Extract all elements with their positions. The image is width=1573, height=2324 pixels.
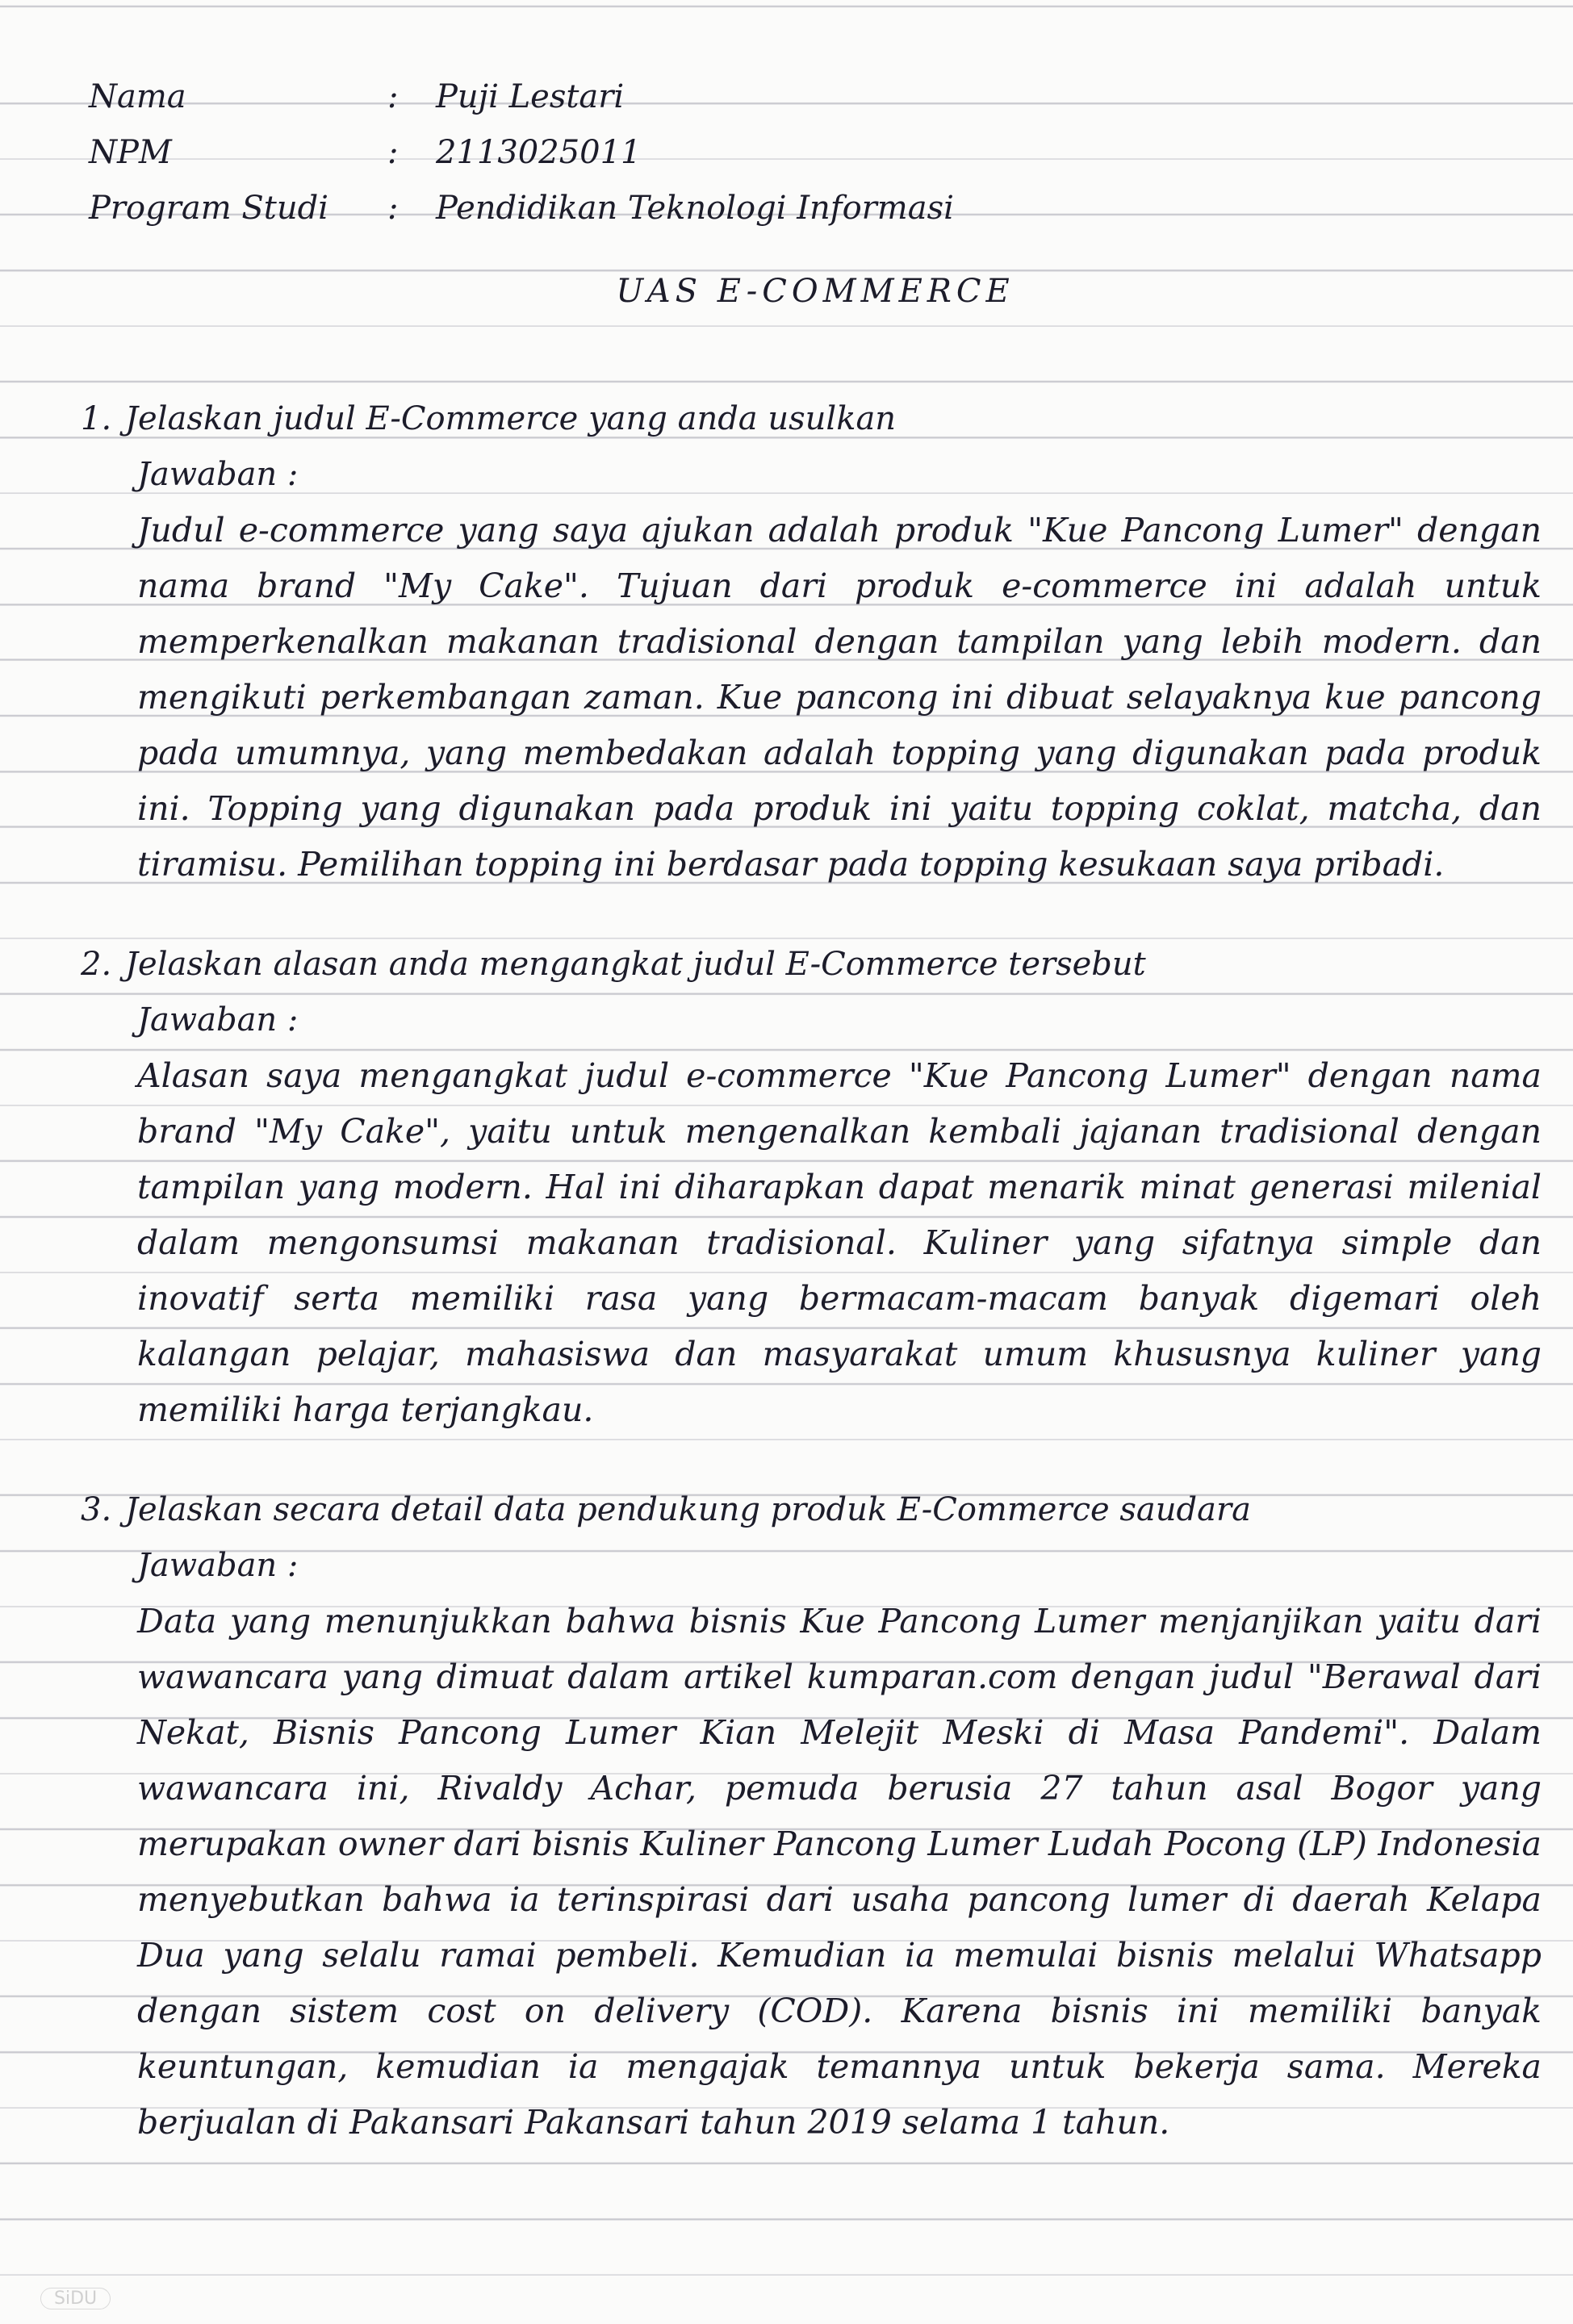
info-value: Pendidikan Teknologi Informasi [436, 189, 954, 227]
question-text [81, 1482, 1550, 1538]
answer-paragraph: Alasan saya mengangkat judul e-commerce "Kue Pancong Lumer" dengan nama brand "My Cake", yaitu untuk mengenalkan kembali jajanan tradisional dengan tampilan yang modern. Hal ini diharapkan dapat menarik minat generasi milenial dalam mengonsumsi makanan tradisional. Kuliner yang sifatnya simple dan inovatif serta memiliki rasa yang bermacam-macam banyak digemari oleh kalangan pelajar, mahasiswa dan masyarakat umum khususnya kuliner yang memiliki harga terjangkau. [137, 1056, 1542, 1429]
info-row-program [81, 180, 1550, 236]
question-body: Jelaskan secara detail data pendukung produk E-Commerce saudara [125, 1491, 1251, 1528]
answer-label: Jawaban : [137, 1547, 299, 1584]
student-info [81, 69, 1550, 236]
question-body: Jelaskan alasan anda mengangkat judul E-Commerce tersebut [125, 946, 1146, 983]
info-row-npm [81, 124, 1550, 180]
info-label: NPM [89, 133, 172, 171]
page-content [81, 69, 1550, 2151]
info-colon: : [387, 133, 399, 171]
question-number: 3. [81, 1491, 112, 1528]
question-number: 2. [81, 946, 112, 983]
info-label: Nama [89, 77, 186, 115]
question-section-3 [81, 1482, 1550, 2151]
info-colon: : [387, 77, 399, 115]
question-text [81, 937, 1550, 993]
page-title: UAS E-COMMERCE [616, 273, 1015, 310]
info-row-name [81, 69, 1550, 124]
paper-brand-watermark: SiDU [40, 2288, 111, 2309]
info-value: 2113025011 [436, 133, 642, 171]
answer-paragraph: Data yang menunjukkan bahwa bisnis Kue Pancong Lumer menjanjikan yaitu dari wawancara yang dimuat dalam artikel kumparan.com dengan judul "Berawal dari Nekat, Bisnis Pancong Lumer Kian Melejit Meski di Masa Pandemi". Dalam wawancara ini, Rivaldy Achar, pemuda berusia 27 tahun asal Bogor yang merupakan owner dari bisnis Kuliner Pancong Lumer Ludah Pocong (LP) Indonesia menyebutkan bahwa ia terinspirasi dari usaha pancong lumer di daerah Kelapa Dua yang selalu ramai pembeli. Kemudian ia memulai bisnis melalui Whatsapp dengan sistem cost on delivery (COD). Karena bisnis ini memiliki banyak keuntungan, kemudian ia mengajak temannya untuk bekerja sama. Mereka berjualan di Pakansari Pakansari tahun 2019 selama 1 tahun. [137, 1602, 1542, 2142]
info-colon: : [387, 189, 399, 227]
info-label: Program Studi [89, 189, 328, 227]
question-text [81, 391, 1550, 447]
answer-label: Jawaban : [137, 1001, 299, 1039]
answer-label: Jawaban : [137, 456, 299, 493]
info-value: Puji Lestari [436, 77, 625, 115]
question-body: Jelaskan judul E-Commerce yang anda usulkan [125, 400, 897, 437]
question-section-2 [81, 937, 1550, 1438]
answer-paragraph: Judul e-commerce yang saya ajukan adalah produk "Kue Pancong Lumer" dengan nama brand "My Cake". Tujuan dari produk e-commerce ini adalah untuk memperkenalkan makanan tradisional dengan tampilan yang lebih modern. dan mengikuti perkembangan zaman. Kue pancong ini dibuat selayaknya kue pancong pada umumnya, yang membedakan adalah topping yang digunakan pada produk ini. Topping yang digunakan pada produk ini yaitu topping coklat, matcha, dan tiramisu. Pemilihan topping ini berdasar pada topping kesukaan saya pribadi. [137, 511, 1542, 884]
question-number: 1. [81, 400, 112, 437]
question-section-1 [81, 391, 1550, 892]
